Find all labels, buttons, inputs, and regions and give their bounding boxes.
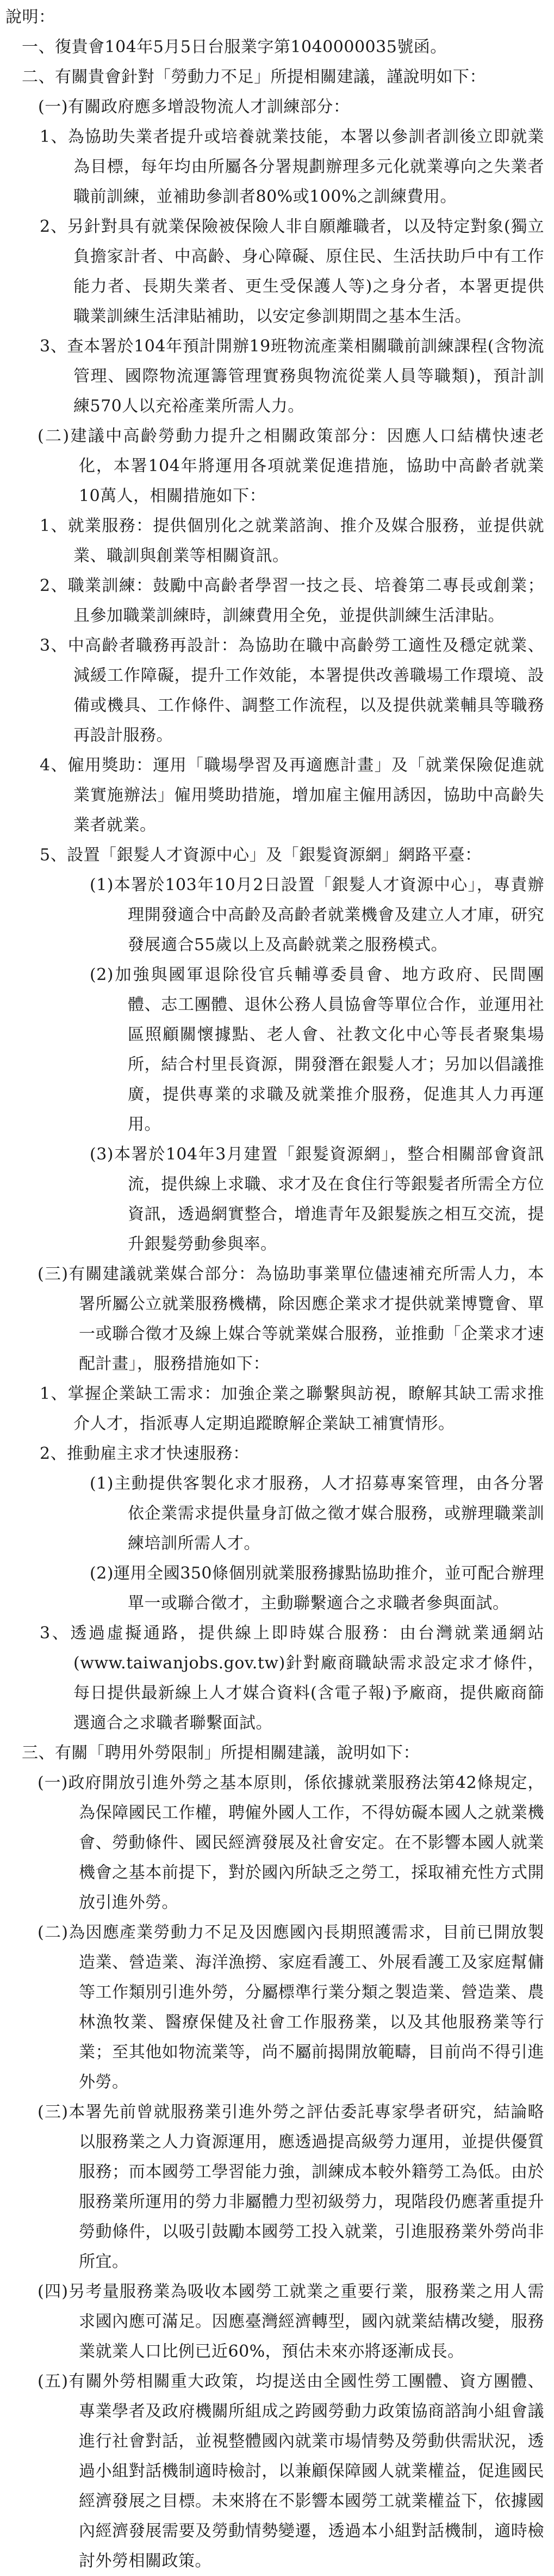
section-2-2-item-5: 5、設置「銀髮人才資源中心」及「銀髮資源網」網路平臺： bbox=[40, 846, 482, 865]
section-2-1-item-2: 2、另針對具有就業保險被保險人非自願離職者，以及特定對象(獨立負擔家計者、中高齡、身心障礙、原住民、生活扶助戶中有工作能力者、長期失業者、更生受保護人等)之身分者，本署更提供職業訓練生活津貼補助，以安定參訓期間之基本生活。 bbox=[40, 217, 544, 326]
section-2-3-item-2-sub-2: (2)運用全國350條個別就業服務據點協助推介，並可配合辦理單一或聯合徵才，主動聯繫適合之求職者參與面試。 bbox=[90, 1564, 544, 1613]
section-2-2-item-1: 1、就業服務：提供個別化之就業諮詢、推介及媒合服務，並提供就業、職訓與創業等相關資訊。 bbox=[40, 516, 544, 565]
section-3-2: (二)為因應產業勞動力不足及因應國內長期照護需求，目前已開放製造業、營造業、海洋漁撈、家庭看護工、外展看護工及家庭幫傭等工作類別引進外勞，分屬標準行業分類之製造業、營造業、農林漁牧業、醫療保健及社會工作服務業，以及其他服務業等行業；至其他如物流業等，尚不屬前揭開放範疇，目前尚不得引進外勞。 bbox=[38, 1923, 544, 2092]
section-2-1-heading: (一)有關政府應多增設物流人才訓練部分： bbox=[38, 97, 350, 116]
section-2-2-item-2: 2、職業訓練：鼓勵中高齡者學習一技之長、培養第二專長或創業；且參加職業訓練時，訓練費用全免，並提供訓練生活津貼。 bbox=[40, 576, 544, 625]
section-2-3-item-2: 2、推動雇主求才快速服務： bbox=[40, 1444, 250, 1463]
section-3-1: (一)政府開放引進外勞之基本原則，係依據就業服務法第42條規定，為保障國民工作權，聘僱外國人工作，不得妨礙本國人之就業機會、勞動條件、國民經濟發展及社會安定。在不影響本國人就業機會之基本前提下，對於國內所缺乏之勞工，採取補充性方式開放引進外勞。 bbox=[38, 1773, 544, 1912]
doc-title: 說明： bbox=[5, 8, 55, 27]
section-2-3-heading: (三)有關建議就業媒合部分：為協助事業單位儘速補充所需人力，本署所屬公立就業服務機構，除因應企業求才提供就業博覽會、單一或聯合徵才及線上媒合等就業媒合服務，並推動「企業求才速配計畫」，服務措施如下： bbox=[38, 1265, 544, 1373]
section-2-2-item-5-sub-3: (3)本署於104年3月建置「銀髮資源網」，整合相關部會資訊流，提供線上求職、求才及在食住行等銀髮者所需全方位資訊，透過網實整合，增進青年及銀髮族之相互交流，提升銀髮勞動參與率。 bbox=[90, 1145, 544, 1254]
section-2-2-item-5-sub-2: (2)加強與國軍退除役官兵輔導委員會、地方政府、民間團體、志工團體、退休公務人員協會等單位合作，並運用社區照顧關懷據點、老人會、社教文化中心等長者聚集場所，結合村里長資源，開發潛在銀髮人才；另加以倡議推廣，提供專業的求職及就業推介服務，促進其人力再運用。 bbox=[90, 965, 544, 1134]
section-2-3-item-1: 1、掌握企業缺工需求：加強企業之聯繫與訪視，瞭解其缺工需求推介人才，指派專人定期追蹤瞭解企業缺工補實情形。 bbox=[40, 1384, 544, 1433]
section-2-2-item-3: 3、中高齡者職務再設計：為協助在職中高齡勞工適性及穩定就業、減緩工作障礙，提升工作效能，本署提供改善職場工作環境、設備或機具、工作條件、調整工作流程，以及提供就業輔具等職務再設計服務。 bbox=[40, 636, 544, 745]
item-3-heading: 三、有關「聘用外勞限制」所提相關建議，說明如下： bbox=[22, 1743, 420, 1762]
item-2-heading: 二、有關貴會針對「勞動力不足」所提相關建議，謹說明如下： bbox=[22, 67, 486, 87]
item-1: 一、復貴會104年5月5日台服業字第1040000035號函。 bbox=[22, 38, 447, 57]
section-3-5: (五)有關外勞相關重大政策，均提送由全國性勞工團體、資方團體、專業學者及政府機關所組成之跨國勞動力政策協商諮詢小組會議進行社會對話，並視整體國內就業市場情勢及勞動供需狀況，透過小組對話機制適時檢討，以兼顧保障國人就業權益，促進國民經濟發展之目標。未來將在不影響本國勞工就業權益下，依據國內經濟發展需要及勞動情勢變遷，透過本小組對話機制，適時檢討外勞相關政策。 bbox=[38, 2372, 544, 2571]
section-2-2-item-4: 4、僱用獎助：運用「職場學習及再適應計畫」及「就業保險促進就業實施辦法」僱用獎助措施，增加雇主僱用誘因，協助中高齡失業者就業。 bbox=[40, 756, 544, 835]
section-2-1-item-1: 1、為協助失業者提升或培養就業技能，本署以參訓者訓後立即就業為目標，每年均由所屬各分署規劃辦理多元化就業導向之失業者職前訓練，並補助參訓者80%或100%之訓練費用。 bbox=[40, 127, 544, 206]
section-3-4: (四)另考量服務業為吸收本國勞工就業之重要行業，服務業之用人需求國內應可滿足。因應臺灣經濟轉型，國內就業結構改變，服務業就業人口比例已近60%，預估未來亦將逐漸成長。 bbox=[38, 2282, 544, 2361]
section-2-3-item-2-sub-1: (1)主動提供客製化求才服務，人才招募專案管理，由各分署依企業需求提供量身訂做之徵才媒合服務，或辦理職業訓練培訓所需人才。 bbox=[90, 1474, 544, 1553]
section-2-3-item-3: 3、透過虛擬通路，提供線上即時媒合服務：由台灣就業通網站(www.taiwanjobs.gov.tw)針對廠商職缺需求設定求才條件，每日提供最新線上人才媒合資料(含電子報)予廠商，提供廠商篩選適合之求職者聯繫面試。 bbox=[40, 1624, 544, 1733]
section-2-2-heading: (二)建議中高齡勞動力提升之相關政策部分：因應人口結構快速老化，本署104年將運用各項就業促進措施，協助中高齡者就業10萬人，相關措施如下： bbox=[38, 427, 544, 506]
section-2-2-item-5-sub-1: (1)本署於103年10月2日設置「銀髮人才資源中心」，專責辦理開發適合中高齡及高齡者就業機會及建立人才庫，研究發展適合55歲以上及高齡就業之服務模式。 bbox=[90, 876, 544, 954]
section-2-1-item-3: 3、查本署於104年預計開辦19班物流產業相關職前訓練課程(含物流管理、國際物流運籌管理實務與物流從業人員等職類)，預計訓練570人以充裕產業所需人力。 bbox=[40, 337, 544, 416]
section-3-3: (三)本署先前曾就服務業引進外勞之評估委託專家學者研究，結論略以服務業之人力資源運用，應透過提高級勞力運用，並提供優質服務；而本國勞工學習能力強，訓練成本較外籍勞工為低。由於服務業所運用的勞力非屬體力型初級勞力，現階段仍應著重提升勞動條件，以吸引鼓勵本國勞工投入就業，引進服務業外勞尚非所宜。 bbox=[38, 2103, 544, 2271]
